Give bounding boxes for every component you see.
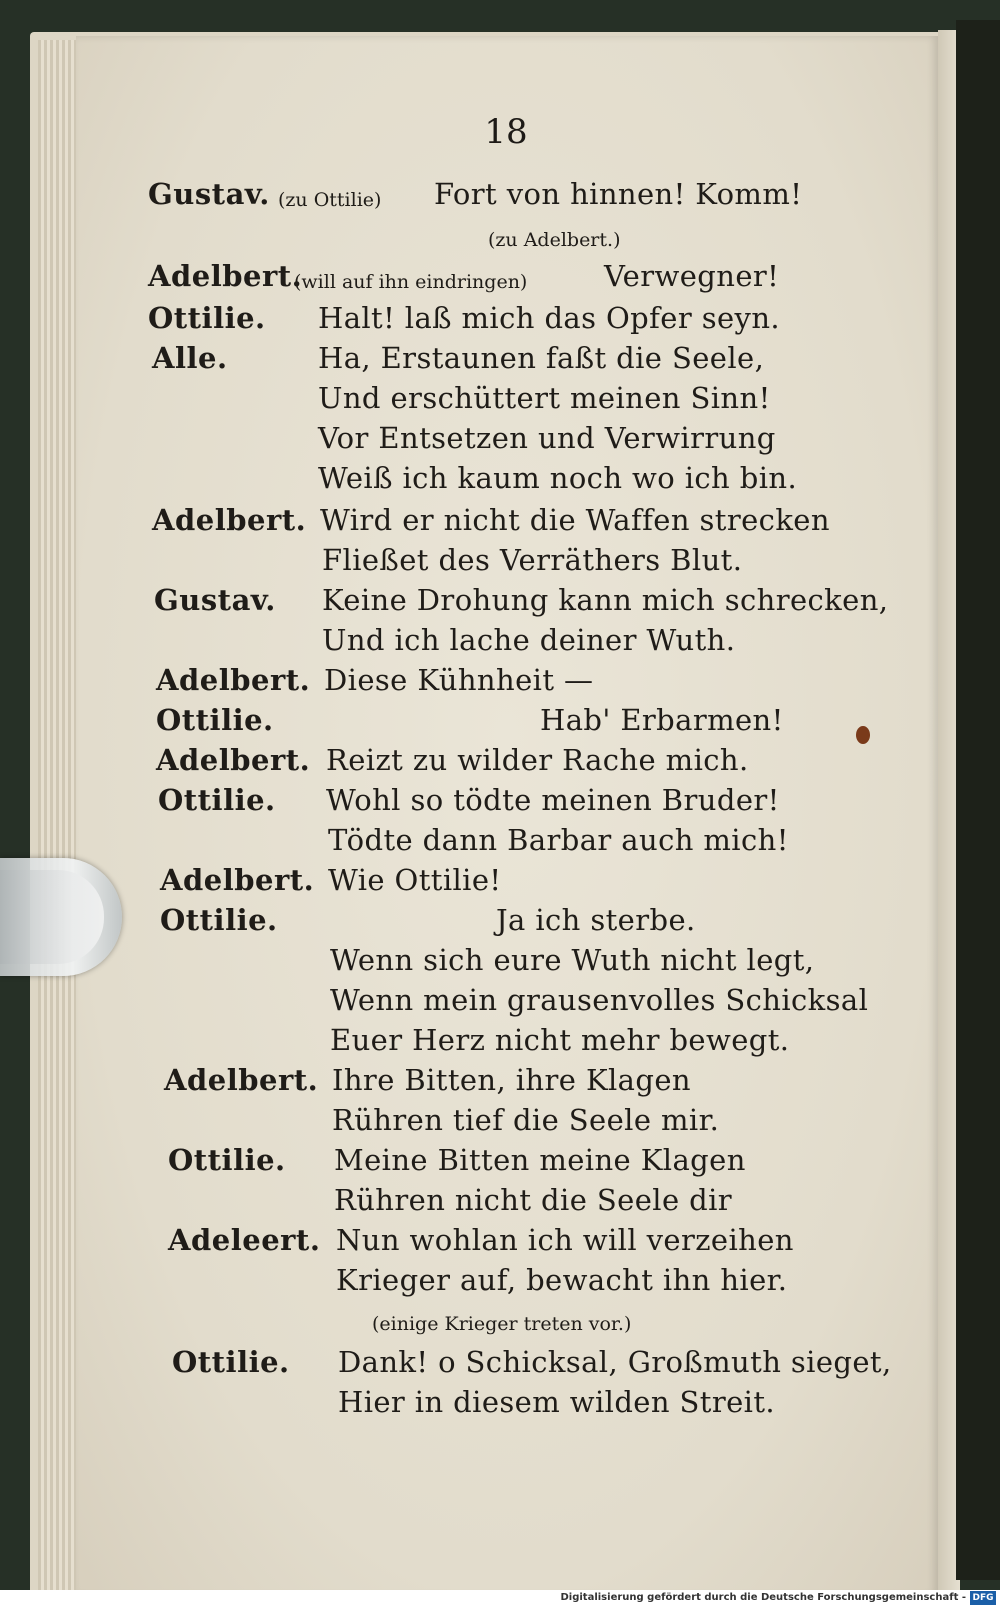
footer-credit: Digitalisierung gefördert durch die Deutsche Forschungsgemeinschaft - xyxy=(560,1592,966,1603)
page-number: 18 xyxy=(484,112,528,152)
speaker-label: Adelbert. xyxy=(152,503,307,537)
verse-line: Weiß ich kaum noch wo ich bin. xyxy=(318,461,798,495)
dfg-logo: DFG xyxy=(970,1591,996,1605)
scan-border xyxy=(956,20,1000,1580)
speaker-label: Gustav. xyxy=(148,177,270,211)
page-edges xyxy=(38,40,78,1590)
verse-line: Hier in diesem wilden Streit. xyxy=(338,1385,776,1419)
speaker-label: Adelbert. xyxy=(156,743,311,777)
page-clip-highlight xyxy=(0,870,104,964)
speaker-label: Adeleert. xyxy=(168,1223,321,1257)
verse-line: Meine Bitten meine Klagen xyxy=(334,1143,746,1177)
verse-line: Reizt zu wilder Rache mich. xyxy=(326,743,749,777)
stage-direction: (zu Ottilie) xyxy=(278,189,382,211)
stage-direction: (will auf ihn eindringen) xyxy=(294,271,528,293)
verse-line: Verwegner! xyxy=(604,259,780,293)
speaker-label: Adelbert. xyxy=(164,1063,319,1097)
verse-line: Fort von hinnen! Komm! xyxy=(434,177,803,211)
speaker-label: Ottilie. xyxy=(168,1143,286,1177)
ink-stain xyxy=(856,726,870,744)
verse-line: Ihre Bitten, ihre Klagen xyxy=(332,1063,691,1097)
verse-line: Rühren nicht die Seele dir xyxy=(334,1183,733,1217)
verse-line: Keine Drohung kann mich schrecken, xyxy=(322,583,889,617)
speaker-label: Alle. xyxy=(152,341,228,375)
speaker-label: Adelbert. xyxy=(156,663,311,697)
verse-line: Tödte dann Barbar auch mich! xyxy=(328,823,789,857)
verse-line: Wenn mein grausenvolles Schicksal xyxy=(330,983,869,1017)
verse-line: Und erschüttert meinen Sinn! xyxy=(318,381,771,415)
verse-line: Ja ich sterbe. xyxy=(496,903,696,937)
verse-line: Wird er nicht die Waffen strecken xyxy=(320,503,830,537)
verse-line: Fließet des Verräthers Blut. xyxy=(322,543,743,577)
verse-line: Dank! o Schicksal, Großmuth sieget, xyxy=(338,1345,892,1379)
verse-line: Euer Herz nicht mehr bewegt. xyxy=(330,1023,790,1057)
verse-line: Nun wohlan ich will verzeihen xyxy=(336,1223,794,1257)
verse-line: Hab' Erbarmen! xyxy=(540,703,784,737)
verse-line: Vor Entsetzen und Verwirrung xyxy=(318,421,776,455)
speaker-label: Gustav. xyxy=(154,583,276,617)
speaker-label: Adelbert. xyxy=(160,863,315,897)
speaker-label: Ottilie. xyxy=(172,1345,290,1379)
verse-line: Diese Kühnheit — xyxy=(324,663,594,697)
speaker-label: Ottilie. xyxy=(158,783,276,817)
verse-line: Und ich lache deiner Wuth. xyxy=(322,623,736,657)
stage-direction: (einige Krieger treten vor.) xyxy=(372,1313,632,1335)
verse-line: Wohl so tödte meinen Bruder! xyxy=(326,783,780,817)
stage-direction: (zu Adelbert.) xyxy=(488,229,621,251)
verse-line: Rühren tief die Seele mir. xyxy=(332,1103,720,1137)
page-clip xyxy=(0,858,122,976)
speaker-label: Ottilie. xyxy=(148,301,266,335)
verse-line: Wenn sich eure Wuth nicht legt, xyxy=(330,943,815,977)
verse-line: Krieger auf, bewacht ihn hier. xyxy=(336,1263,788,1297)
speaker-label: Ottilie. xyxy=(156,703,274,737)
speaker-label: Ottilie. xyxy=(160,903,278,937)
speaker-label: Adelbert. xyxy=(148,259,303,293)
verse-line: Wie Ottilie! xyxy=(328,863,502,897)
verse-line: Halt! laß mich das Opfer seyn. xyxy=(318,301,781,335)
verse-line: Ha, Erstaunen faßt die Seele, xyxy=(318,341,765,375)
